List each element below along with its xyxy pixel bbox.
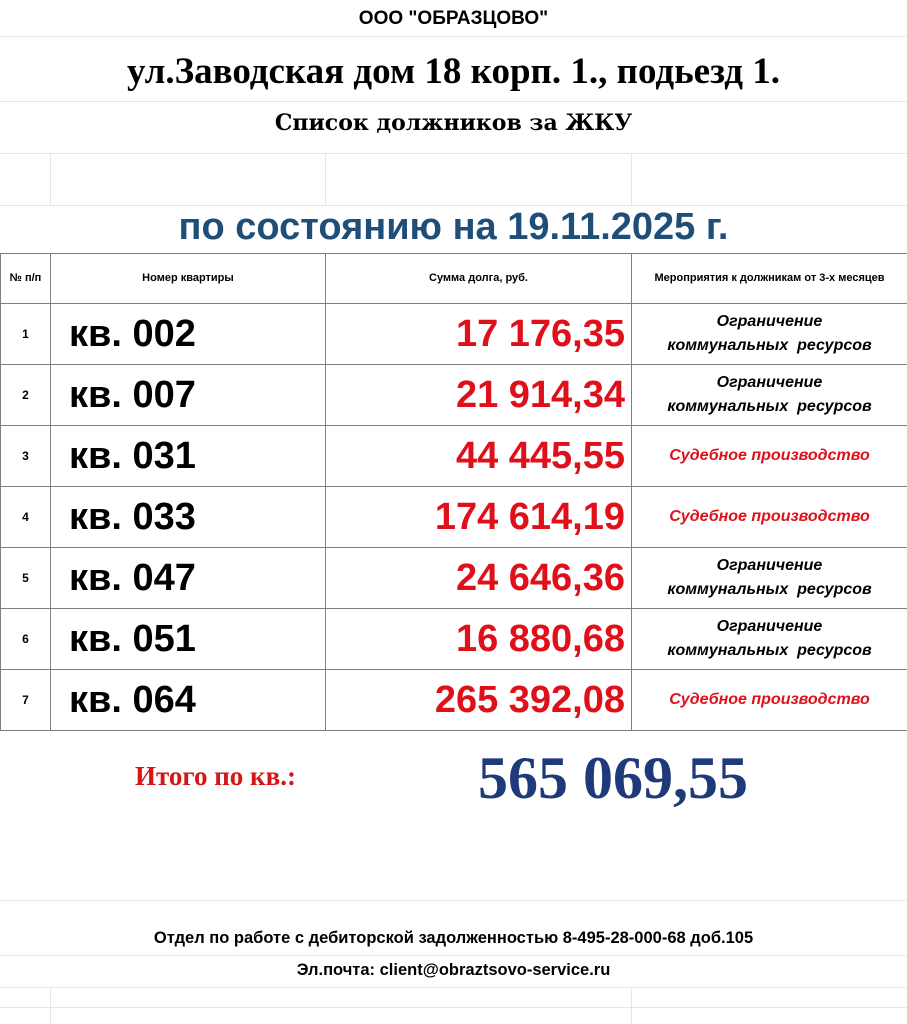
- measure-line: Ограничение: [716, 374, 823, 391]
- column-header-amount: Сумма долга, руб.: [326, 254, 632, 304]
- total-label: Итого по кв.:: [135, 761, 296, 791]
- measure-line: коммунальных ресурсов: [667, 398, 872, 415]
- measure-line: Ограничение: [716, 313, 823, 330]
- apartment-number: кв. 002: [51, 304, 326, 365]
- debt-measure: [632, 670, 907, 731]
- measure-line: коммунальных ресурсов: [667, 642, 872, 659]
- table-row: [1, 365, 907, 426]
- table-row: [1, 426, 907, 487]
- apartment-number: кв. 051: [51, 609, 326, 670]
- table-body: [1, 304, 907, 731]
- debt-measure: [632, 304, 907, 365]
- measure-line: коммунальных ресурсов: [667, 581, 872, 598]
- debt-amount: 17 176,35: [326, 304, 632, 365]
- table-row: [1, 670, 907, 731]
- table-row: [1, 487, 907, 548]
- row-number: 3: [1, 426, 51, 487]
- debt-measure: [632, 548, 907, 609]
- debt-measure: [632, 487, 907, 548]
- row-number: 2: [1, 365, 51, 426]
- email-contact: Эл.почта: client@obraztsovo-service.ru: [296, 961, 611, 979]
- row-number: 5: [1, 548, 51, 609]
- measure-line: коммунальных ресурсов: [667, 337, 872, 354]
- apartment-number: кв. 047: [51, 548, 326, 609]
- department-contact: Отдел по работе с дебиторской задолженностью 8-495-28-000-68 доб.105: [153, 929, 754, 947]
- debtors-table: [0, 253, 907, 731]
- organization-name: ООО "ОБРАЗЦОВО": [358, 8, 549, 29]
- column-header-number: № п/п: [1, 254, 51, 304]
- debt-amount: 16 880,68: [326, 609, 632, 670]
- measure-line: Судебное производство: [669, 691, 870, 708]
- column-header-measures: Мероприятия к должникам от 3-х месяцев: [632, 254, 907, 304]
- apartment-number: кв. 007: [51, 365, 326, 426]
- measure-line: Ограничение: [716, 618, 823, 635]
- debt-measure: [632, 609, 907, 670]
- row-number: 4: [1, 487, 51, 548]
- apartment-number: кв. 031: [51, 426, 326, 487]
- table-row: [1, 304, 907, 365]
- measure-line: Судебное производство: [669, 508, 870, 525]
- debt-measure: [632, 426, 907, 487]
- table-header: [1, 254, 907, 304]
- table-row: [1, 609, 907, 670]
- row-number: 6: [1, 609, 51, 670]
- row-number: 1: [1, 304, 51, 365]
- total-value: 565 069,55: [478, 745, 748, 811]
- column-header-apartment: Номер квартиры: [51, 254, 326, 304]
- debt-amount: 265 392,08: [326, 670, 632, 731]
- row-number: 7: [1, 670, 51, 731]
- debt-measure: [632, 365, 907, 426]
- debt-amount: 21 914,34: [326, 365, 632, 426]
- measure-line: Ограничение: [716, 557, 823, 574]
- report-date: по состоянию на 19.11.2025 г.: [178, 206, 729, 248]
- apartment-number: кв. 033: [51, 487, 326, 548]
- debt-amount: 24 646,36: [326, 548, 632, 609]
- building-address: ул.Заводская дом 18 корп. 1., подьезд 1.: [126, 51, 780, 92]
- table-row: [1, 548, 907, 609]
- debt-amount: 44 445,55: [326, 426, 632, 487]
- apartment-number: кв. 064: [51, 670, 326, 731]
- measure-line: Судебное производство: [669, 447, 870, 464]
- document-subtitle: Список должников за ЖКУ: [274, 110, 633, 136]
- debt-amount: 174 614,19: [326, 487, 632, 548]
